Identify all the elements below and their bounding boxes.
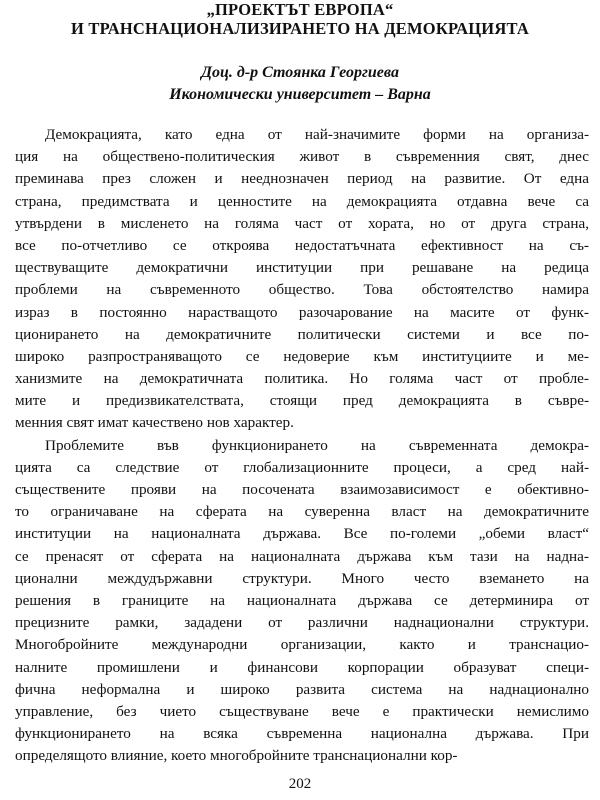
paragraph-line: налните промишлени и финансови корпорации образуват специ- bbox=[15, 658, 589, 676]
paragraph-line: Многобройните международни организации, както и транснацио- bbox=[15, 636, 589, 654]
paragraph-line: цията са следствие от глобализационните процеси, а сред най- bbox=[15, 458, 589, 476]
paragraph-line: ционални междудържавни структури. Много често вземането на bbox=[15, 569, 589, 587]
paragraph bbox=[15, 435, 589, 768]
paragraph-line: определящото влияние, което многобройните транснационални кор- bbox=[15, 747, 458, 765]
paragraph-line: съществените прояви на посочената взаимозависимост е обективно- bbox=[15, 481, 589, 498]
paragraph-line: решения в границите на националната държава се детерминира от bbox=[15, 591, 589, 609]
paragraph-line: ханизмите на демократичната политика. Но голяма част от пробле- bbox=[15, 370, 589, 388]
author-name: Доц. д-р Стоянка Георгиева bbox=[201, 64, 399, 81]
author-affiliation: Икономически университет – Варна bbox=[169, 86, 431, 103]
paragraph-line: функционирането на всяка съвременна национална държава. При bbox=[15, 725, 589, 743]
article-body bbox=[15, 124, 589, 767]
paragraph-line: проблеми на съвременното общество. Това обстоятелство намира bbox=[15, 281, 589, 299]
article-title-line-1: „ПРОЕКТЪТ ЕВРОПА“ bbox=[206, 0, 394, 19]
paragraph-line: мите и предизвикателствата, стоящи пред демокрацията в съвре- bbox=[15, 392, 589, 410]
paragraph-line: Демокрацията, като една от най-значимите форми на организа- bbox=[45, 126, 589, 143]
paragraph-line: преминава през сложен и нееднозначен период на развитие. От една bbox=[15, 170, 589, 188]
paragraph-line: институции на националната държава. Все по-големи „обеми власт“ bbox=[15, 525, 589, 543]
paragraph-line: управление, без чието съществуване вече е практически немислимо bbox=[15, 702, 589, 720]
paragraph-line: се пренасят от сферата на националната държава към тази на надна- bbox=[15, 547, 589, 565]
paragraph-line: утвърдени в мисленето на голяма част от хората, но от друга страна, bbox=[15, 214, 589, 232]
paragraph-line: фична неформална и широко развита система на наднационално bbox=[15, 680, 589, 698]
paragraph bbox=[15, 124, 589, 435]
paragraph-line: страна, предимствата и ценностите на демокрацията отдавна вече са bbox=[15, 192, 589, 210]
paragraph-line: широко разпространяващото се недоверие към институциите и ме- bbox=[15, 347, 589, 365]
paragraph-line: прецизните рамки, зададени от различни наднационални структури. bbox=[15, 614, 589, 632]
paragraph-line: менния свят имат качествено нов характер. bbox=[15, 414, 294, 432]
article-title-line-2: И ТРАНСНАЦИОНАЛИЗИРАНЕТО НА ДЕМОКРАЦИЯТА bbox=[71, 19, 529, 38]
paragraph-line: все по-отчетливо се откроява недостатъчната ефективност на съ- bbox=[15, 236, 589, 254]
paragraph-line: ществуващите демократични институции при решаване на редица bbox=[15, 259, 589, 277]
paragraph-line: ционирането на демократичните политически системи и все по- bbox=[15, 325, 589, 343]
paragraph-line: то ограничаване на сферата на суверенна власт на демократичните bbox=[15, 503, 589, 521]
page-number: 202 bbox=[288, 776, 312, 792]
paragraph-line: ция на обществено-политическия живот в съвременния свят, днес bbox=[15, 148, 589, 166]
paragraph-line: Проблемите във функционирането на съвременната демокра- bbox=[45, 436, 589, 454]
paragraph-line: израз в постоянно нарастващото разочарование на масите от функ- bbox=[15, 303, 589, 321]
